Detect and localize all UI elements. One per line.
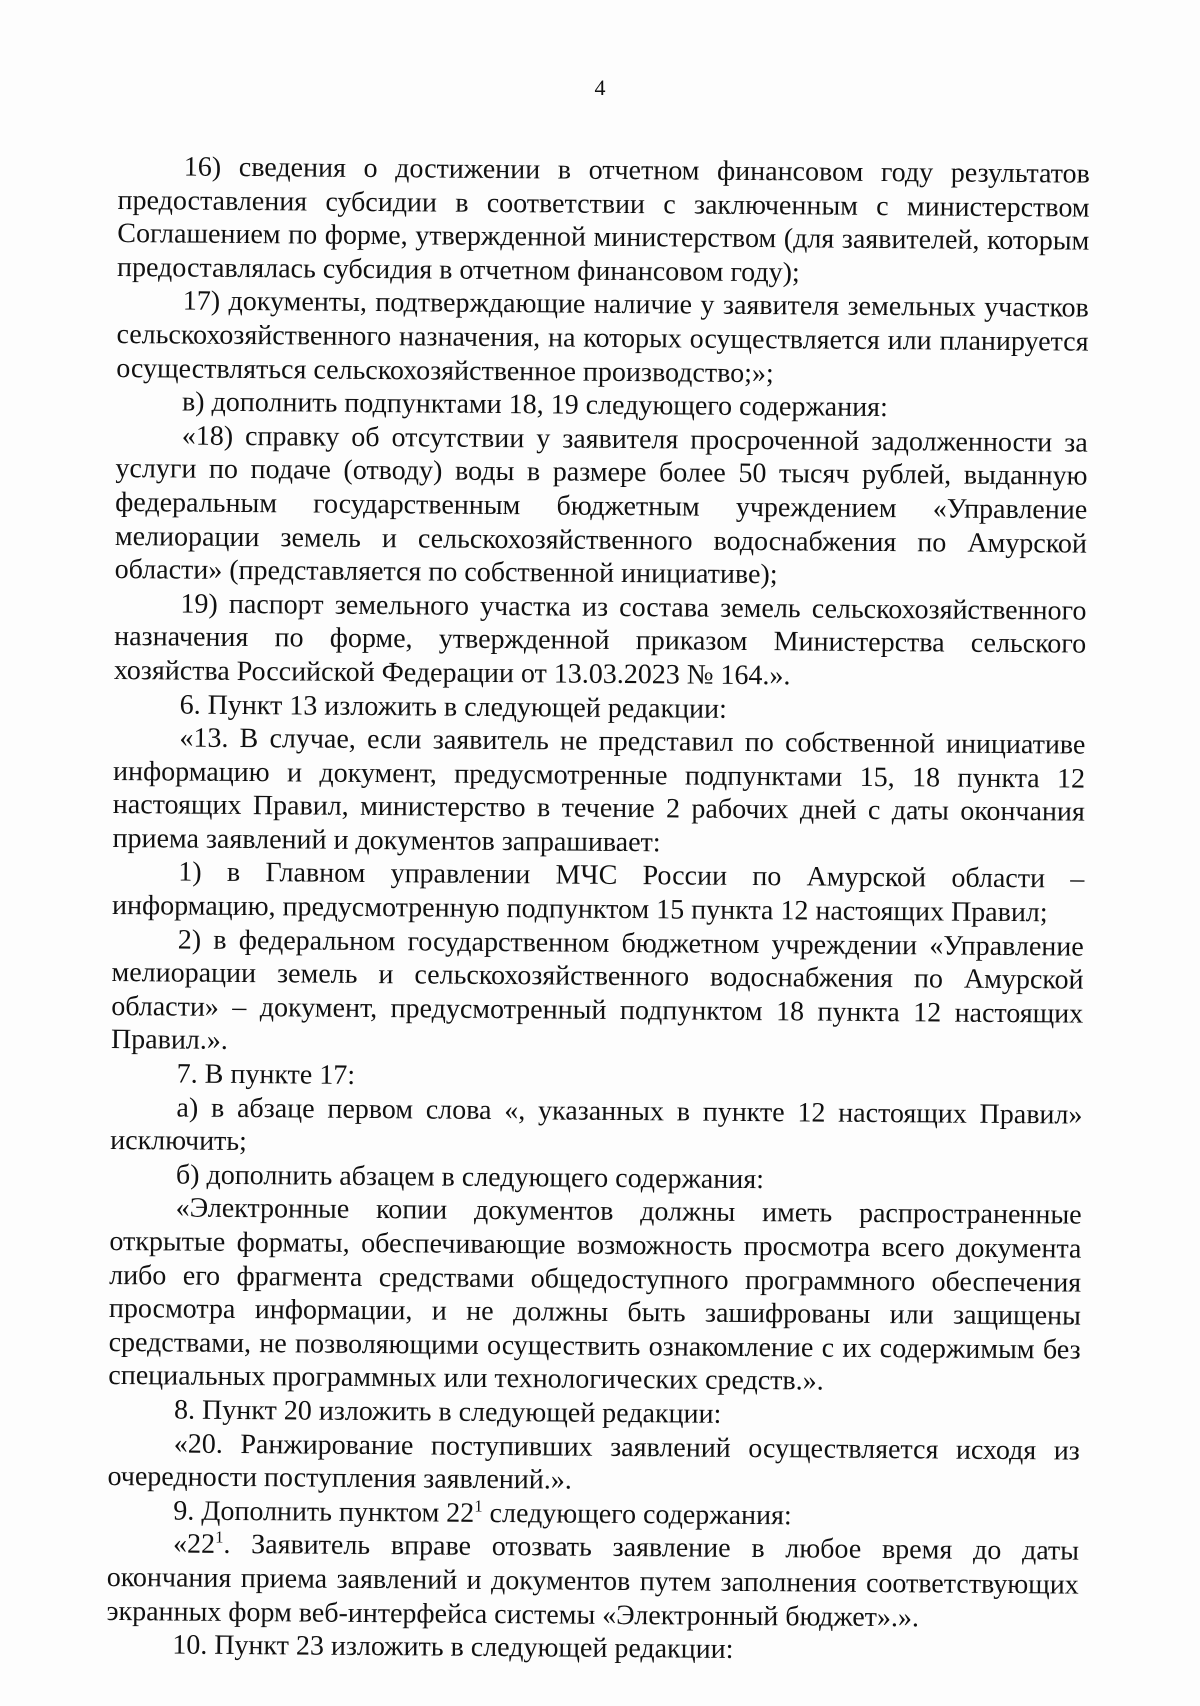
paragraph-point-9-text-before: 9. Дополнить пунктом 22 <box>173 1495 475 1529</box>
paragraph-point-7-a: а) в абзаце первом слова «, указанных в пункте 12 настоящих Правил» исключить; <box>110 1092 1083 1158</box>
paragraph-point-6: 6. Пункт 13 изложить в следующей редакции: <box>179 689 727 725</box>
paragraph-point-9-text-after: следующего содержания: <box>482 1497 792 1532</box>
paragraph-clause-13-item-2: 2) в федеральном государственном бюджетном учреждении «Управление мелиорации земель и сельскохозяйственного водоснабжения по Амурской области» – документ, предусмотренный подпунктом 18 пункта 12 настоящих Правил.». <box>110 924 1084 1057</box>
paragraph-point-10: 10. Пункт 23 изложить в следующей редакции: <box>172 1629 734 1666</box>
paragraph-clause-13-item-1: 1) в Главном управлении МЧС России по Амурской области – информацию, предусмотренную подпунктом 15 пункта 12 настоящих Правил; <box>111 856 1085 929</box>
paragraph-clause-22-1-superscript: 1 <box>215 1527 224 1547</box>
paragraph-clause-22-1 <box>106 1527 1079 1635</box>
paragraph-point-8: 8. Пункт 20 изложить в следующей редакции: <box>173 1394 722 1430</box>
paragraph-point-7-b: б) дополнить абзацем в следующего содержания: <box>175 1159 765 1195</box>
paragraph-item-18: «18) справку об отсутствии у заявителя просроченной задолженности за услуги по подаче (отводу) воды в размере более 50 тысяч рублей, выданную федеральным государственным бюджетным учреждением «Управление мелиорации земель и сельскохозяйственного водоснабжения по Амурской области» (представляется по собственной инициативе); <box>114 420 1088 591</box>
paragraph-electronic-copies: «Электронные копии документов должны иметь распространенные открытые форматы, обеспечивающие возможность просмотра всего документа либо его фрагмента средствами общедоступного программного обеспечения просмотра информации, и не должны быть зашифрованы или защищены средствами, не позволяющими осуществить ознакомление с их содержимым без специальных программных или технологических средств.». <box>108 1192 1082 1397</box>
paragraph-clause-22-1-text-after: . Заявитель вправе отозвать заявление в любое время до даты окончания приема заявлений и документов путем заполнения соответствующих экранных форм веб-интерфейса системы «Электронный бюджет».». <box>106 1529 1080 1633</box>
paragraph-clause-13: «13. В случае, если заявитель не представил по собственной инициативе информацию и документ, предусмотренные подпунктами 15, 18 пункта 12 настоящих Правил, министерство в течение 2 рабочих дней с даты окончания приема заявлений и документов запрашивает: <box>112 722 1086 859</box>
paragraph-clause-22-1-text-before: «22 <box>172 1528 216 1561</box>
paragraph-clause-20: «20. Ранжирование поступивших заявлений осуществляется исходя из очередности поступления заявлений.». <box>107 1428 1080 1496</box>
paragraph-point-7: 7. В пункте 17: <box>176 1058 356 1091</box>
paragraph-item-16: 16) сведения о достижении в отчетном финансовом году результатов предоставления субсидии в соответствии с заключенным с министерством Соглашением по форме, утвержденной министерством (для заявителей, которым предоставлялась субсидия в отчетном финансовом году); <box>116 151 1090 289</box>
paragraph-item-17: 17) документы, подтверждающие наличие у заявителя земельных участков сельскохозяйственного назначения, на которых осуществляется или планируется осуществляться сельскохозяйственное производство;»; <box>116 285 1089 389</box>
paragraph-subclause-v: в) дополнить подпунктами 18, 19 следующего содержания: <box>181 386 888 424</box>
paragraph-item-19: 19) паспорт земельного участка из состава земель сельскохозяйственного назначения по форме, утвержденной приказом Министерства сельского хозяйства Российской Федерации от 13.03.2023 № 164.». <box>113 588 1087 692</box>
paragraph-point-9-superscript: 1 <box>474 1496 483 1516</box>
document-body <box>106 150 1090 1669</box>
page-number: 4 <box>594 75 606 100</box>
